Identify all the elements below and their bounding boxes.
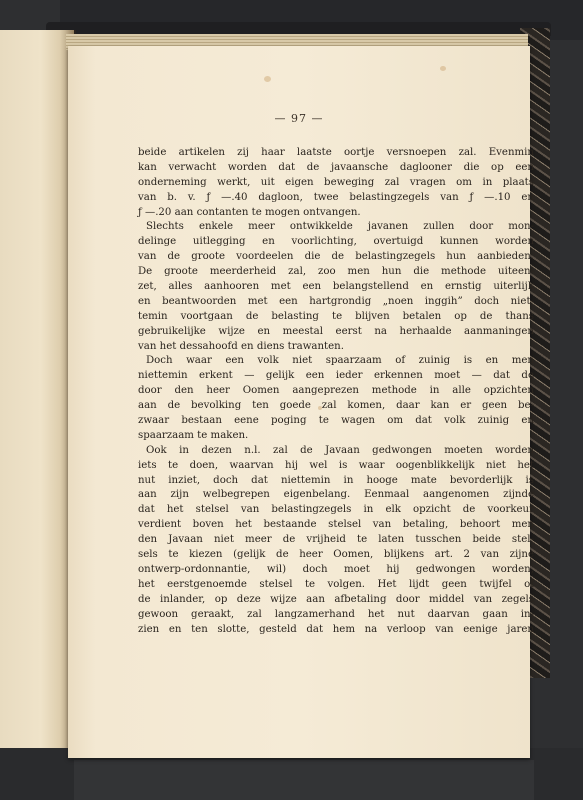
text-line: Doch waar een volk niet spaarzaam of zuinig is en men [146, 355, 534, 367]
text-line: aan zijn welbegrepen eigenbelang. Eenmaal aangenomen zijnde [138, 489, 534, 501]
text-line: van de groote voordeelen die de belastingzegels hun aanbieden. [138, 251, 534, 263]
text-line: het eerstgenoemde stelsel te volgen. Het lijdt geen twijfel of [138, 578, 534, 590]
foxing-spot [440, 66, 446, 71]
text-line: ontwerp-ordonnantie, wil) doch moet hij gedwongen worden, [138, 563, 534, 575]
text-line: den Javaan niet meer de vrijheid te laten tusschen beide stel- [138, 534, 534, 546]
text-line: spaarzaam te maken. [138, 429, 249, 441]
text-line: zwaar bestaan eene poging te wagen om dat volk zuinig en [138, 415, 534, 427]
text-line: iets te doen, waarvan hij wel is waar oogenblikkelijk niet het [138, 459, 534, 471]
text-line: van b. v. ƒ —.40 dagloon, twee belastingzegels van ƒ —.10 en [138, 191, 534, 203]
text-line: niettemin erkent — gelijk een ieder erkennen moet — dat de [138, 370, 534, 382]
text-line: sels te kiezen (gelijk de heer Oomen, blijkens art. 2 van zijne [138, 549, 534, 561]
text-line: de inlander, op deze wijze aan afbetaling door middel van zegels [138, 593, 534, 605]
right-page [68, 46, 534, 758]
text-line: van het dessahoofd en diens trawanten. [138, 340, 344, 352]
text-line: dat het stelsel van belastingzegels in elk opzicht de voorkeur [138, 504, 534, 516]
text-line: delinge uitlegging en voorlichting, overtuigd kunnen worden [138, 236, 534, 248]
text-line: ƒ —.20 aan contanten te mogen ontvangen. [138, 206, 361, 218]
text-line: zien en ten slotte, gesteld dat hem na verloop van eenige jaren [138, 623, 534, 635]
text-line: aan de bevolking ten goede zal komen, daar kan er geen be- [138, 400, 534, 412]
text-line: De groote meerderheid zal, zoo men hun die methode uiteen- [138, 266, 534, 278]
text-line: zet, alles aanhooren met een belangstellend en ernstig uiterlijk [138, 281, 534, 293]
text-line: verdient boven het bestaande stelsel van betaling, behoort men [138, 519, 534, 531]
text-line: kan verwacht worden dat de javaansche daglooner die op een [138, 161, 534, 173]
text-line: beide artikelen zij haar laatste oortje versnoepen zal. Evenmin [138, 147, 534, 158]
text-line: Ook in dezen n.l. zal de Javaan gedwongen moeten worden [146, 444, 534, 456]
text-line: gebruikelijke wijze en meestal eerst na herhaalde aanmaningen [138, 325, 534, 337]
text-line: onderneming werkt, uit eigen beweging zal vragen om in plaats [138, 176, 534, 188]
text-line: Slechts enkele meer ontwikkelde javanen zullen door mon- [146, 221, 534, 233]
desk-strip [74, 760, 534, 800]
body-text [138, 146, 534, 637]
foxing-spot [264, 76, 271, 82]
page-number: — 97 — [274, 112, 324, 125]
text-line: door den heer Oomen aangeprezen methode in alle opzichten [138, 385, 534, 397]
text-line: gewoon geraakt, zal langzamerhand het nut daarvan gaan in- [138, 608, 534, 620]
text-line: en beantwoorden met een hartgrondig „noen inggih” doch niet- [138, 295, 534, 307]
text-line: nut inziet, doch dat niettemin in hooge mate bevorderlijk is [138, 474, 534, 486]
text-line: temin voortgaan de belasting te blijven betalen op de thans [138, 310, 534, 322]
